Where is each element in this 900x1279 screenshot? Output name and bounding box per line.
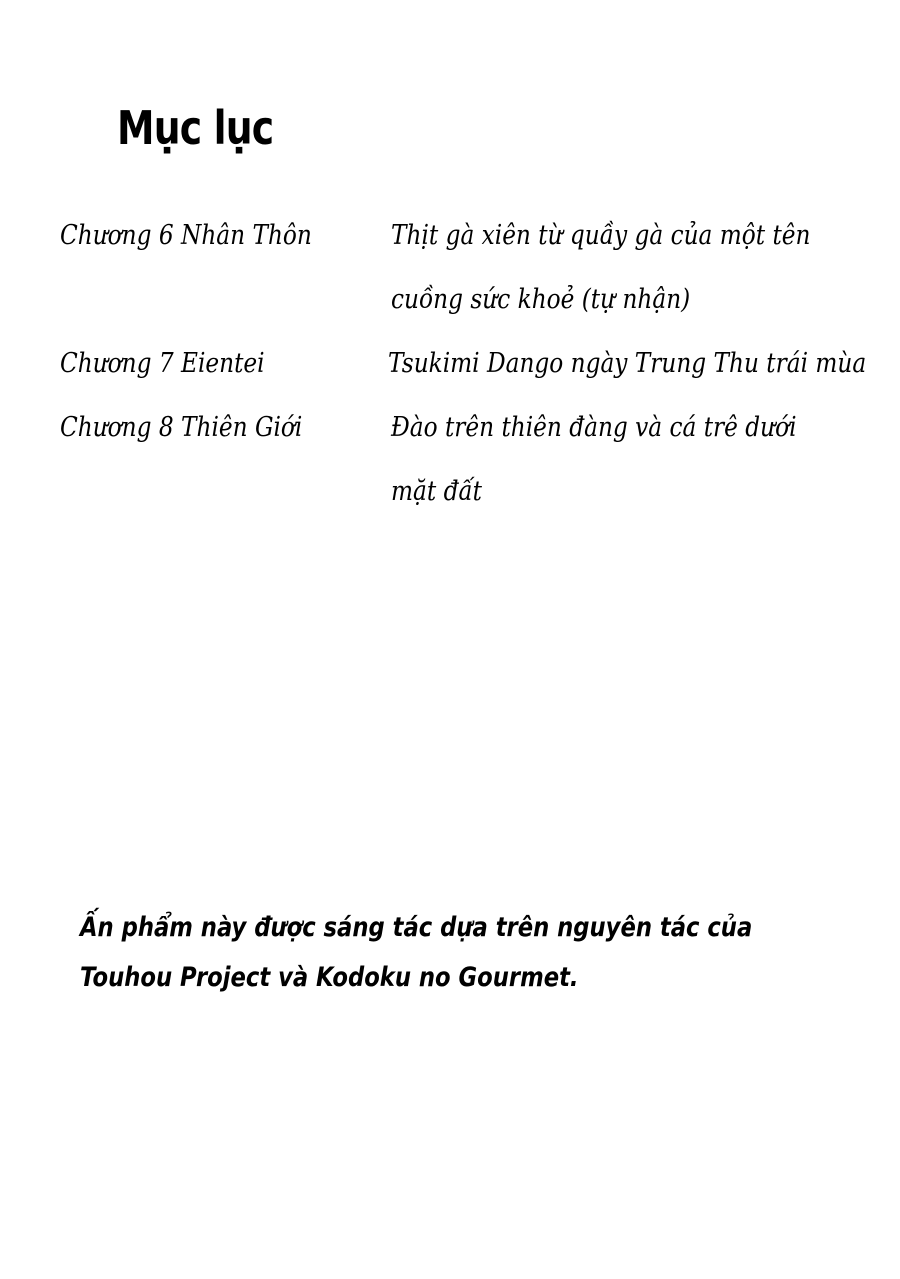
notice-line-2: Touhou Project và Kodoku no Gourmet. bbox=[80, 962, 579, 993]
toc-chapter-6: Chương 6 Nhân Thôn bbox=[60, 220, 312, 251]
toc-description-8-line-2: mặt đất bbox=[391, 476, 482, 507]
notice-line-1: Ấn phẩm này được sáng tác dựa trên nguyên tác của bbox=[80, 912, 753, 943]
toc-description-7-line-1: Tsukimi Dango ngày Trung Thu trái mùa bbox=[388, 348, 867, 379]
toc-chapter-7: Chương 7 Eientei bbox=[60, 348, 265, 379]
toc-description-8-line-1: Đào trên thiên đàng và cá trê dưới bbox=[391, 412, 797, 443]
page-title: Mục lục bbox=[117, 101, 274, 155]
toc-chapter-8: Chương 8 Thiên Giới bbox=[60, 412, 303, 443]
toc-description-6-line-2: cuồng sức khoẻ (tự nhận) bbox=[391, 284, 691, 315]
toc-description-6-line-1: Thịt gà xiên từ quầy gà của một tên bbox=[391, 220, 811, 251]
